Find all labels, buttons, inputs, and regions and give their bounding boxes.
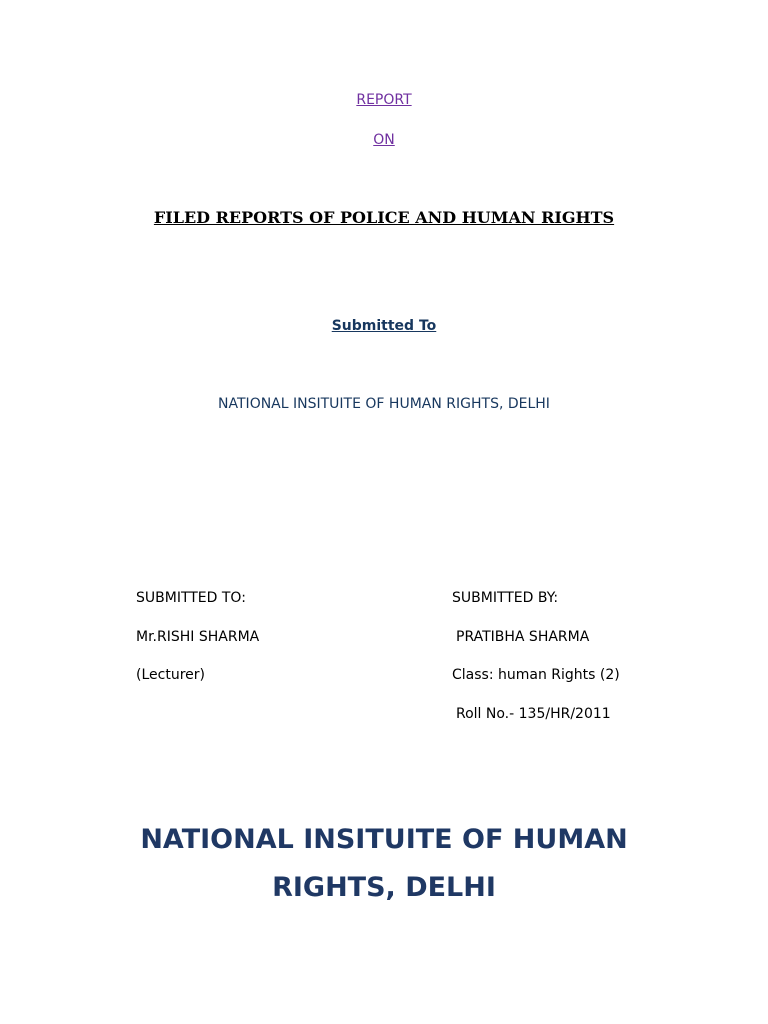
submitted-by-label: SUBMITTED BY:	[452, 590, 559, 606]
report-label: REPORT	[356, 92, 412, 108]
student-roll-number: Roll No.- 135/HR/2011	[456, 706, 611, 722]
document-title: FILED REPORTS OF POLICE AND HUMAN RIGHTS	[153, 208, 615, 227]
footer-institute-line-1: NATIONAL INSITUITE OF HUMAN	[140, 824, 628, 855]
institute-name: NATIONAL INSITUITE OF HUMAN RIGHTS, DELHI	[218, 396, 550, 412]
footer-institute-line-2: RIGHTS, DELHI	[272, 872, 496, 903]
submitted-to-heading: Submitted To	[331, 318, 437, 334]
lecturer-name: Mr.RISHI SHARMA	[136, 629, 260, 645]
footer-institute-name	[0, 816, 768, 912]
student-name: PRATIBHA SHARMA	[456, 629, 590, 645]
lecturer-role: (Lecturer)	[136, 667, 205, 683]
student-class: Class: human Rights (2)	[452, 667, 620, 683]
submitted-to-label: SUBMITTED TO:	[136, 590, 246, 606]
on-label: ON	[373, 132, 395, 148]
